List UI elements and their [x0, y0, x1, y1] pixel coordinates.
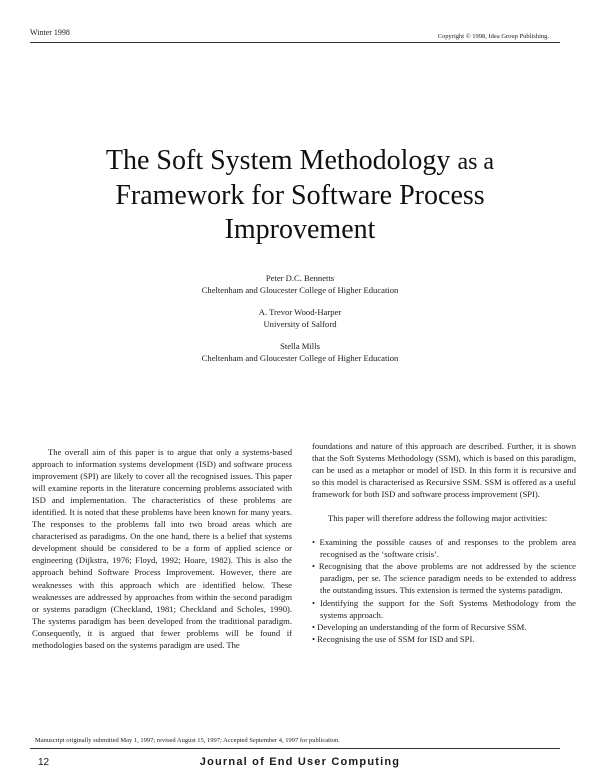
title-line-1-main: The Soft System Methodology: [105, 145, 451, 176]
list-item: • Examining the possible causes of and responses to the problem area recognised as the ‘software crisis’.: [312, 537, 576, 560]
list-item: • Recognising that the above problems are not addressed by the science paradigm, per se. The science paradigm needs to be extended to address the outstanding issues. This extension is termed the systems paradigm.: [312, 561, 576, 596]
abstract-paragraph: The overall aim of this paper is to argue that only a systems-based approach to information systems development (ISD) and software process improvement (SPI) are likely to cover all the recognised issues. This paper will examine reports in the literature concerning problems associated with ISD and implementation. The characteristics of these problems are identified. It is noted that these problems have been known for many years. The responses to the problems fall into two broad areas which are characterised as paradigms. On the one hand, there is a belief that systems development should be considered to be a form of applied science or engineering (Dijkstra, 1976; Floyd, 1992; Hoare, 1982). This is also the approach behind Software Process Improvement. However, there are weaknesses with this approach which are identified below. These weaknesses are addressed by approaches from within the second paradigm or systems paradigm (Checkland, 1981; Checkland and Scholes, 1990). The systems paradigm has been developed from the traditional paradigm. Consequently, it is argued that fewer problems will be found if methodologies based on the systems paradigm are used. The: [32, 447, 292, 650]
title-line-1-tail: as a: [457, 149, 495, 175]
list-item: • Identifying the support for the Soft Systems Methodology from the systems approach.: [312, 597, 576, 620]
paper-title: [40, 144, 560, 247]
title-line-2: Framework for Software Process: [115, 180, 485, 211]
author-affiliation: Cheltenham and Gloucester College of Higher Education: [201, 353, 399, 363]
page-number: 12: [38, 757, 50, 768]
list-item: • Developing an understanding of the form of Recursive SSM.: [312, 621, 527, 632]
footer-rule: [30, 748, 560, 749]
title-line-1: [40, 144, 560, 179]
author-affiliation: University of Salford: [263, 319, 337, 329]
author-entry: [0, 340, 600, 364]
header-issue: Winter 1998: [30, 28, 70, 37]
author-entry: [0, 272, 600, 296]
header-rule: [30, 42, 560, 43]
body-column-right: [312, 440, 576, 645]
journal-name: Journal of End User Computing: [199, 756, 401, 768]
author-block: [0, 272, 600, 374]
author-name: A. Trevor Wood-Harper: [258, 307, 342, 317]
author-name: Peter D.C. Bennetts: [265, 273, 335, 283]
author-affiliation: Cheltenham and Gloucester College of Higher Education: [201, 285, 399, 295]
body-column-left: [32, 446, 292, 651]
body-paragraph: This paper will therefore address the following major activities:: [328, 513, 548, 524]
author-name: Stella Mills: [280, 341, 320, 351]
activity-list: [312, 536, 576, 644]
body-paragraph: foundations and nature of this approach are described. Further, it is shown that the Soft Systems Methodology (SSM), which is based on this paradigm, can be used as a metaphor or model of ISD. In this form it is recursive and so this model is characterised as Recursive SSM. SSM is offered as a useful framework for both ISD and software process improvement (SPI).: [312, 441, 576, 500]
manuscript-note: Manuscript originally submitted May 1, 1997; revised August 15, 1997; Accepted September 4, 1997 for publication.: [35, 737, 340, 744]
title-line-3: Improvement: [224, 214, 376, 245]
list-item: • Recognising the use of SSM for ISD and SPI.: [312, 633, 475, 644]
header-copyright: Copyright © 1998, Idea Group Publishing.: [437, 33, 549, 40]
author-entry: [0, 306, 600, 330]
